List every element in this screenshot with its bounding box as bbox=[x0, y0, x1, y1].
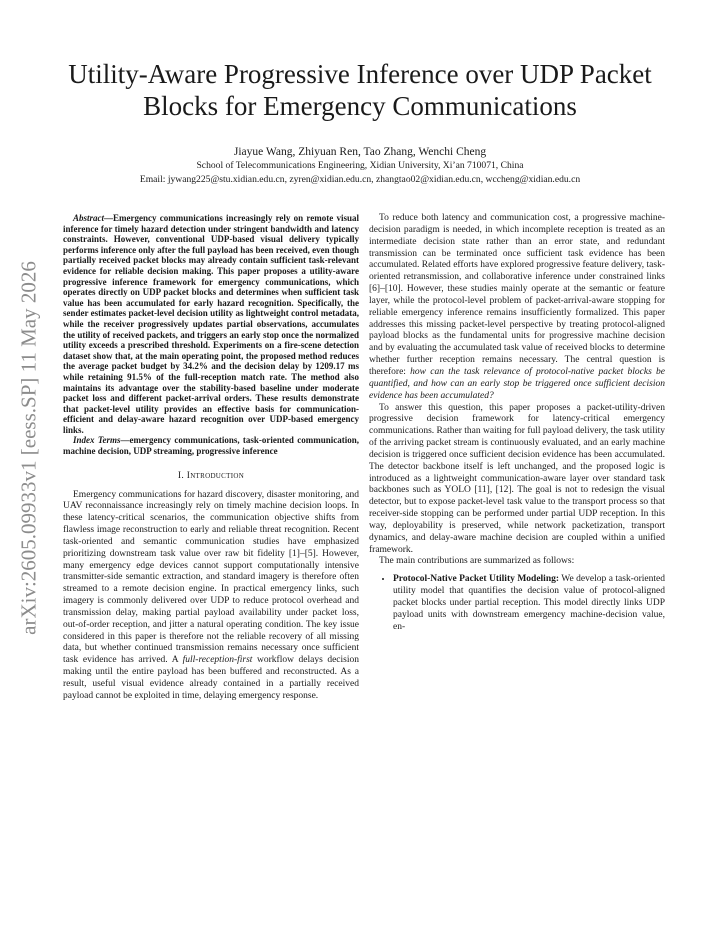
index-terms-text: —emergency communications, task-oriented communication, machine decision, UDP streaming, progressive inference bbox=[63, 435, 359, 457]
contribution-text: We develop a task-oriented utility model that quantifies the decision value of protocol-aligned packet blocks under partial reception. This model directly links UDP payload units with downstream emergency machine-decision value, en- bbox=[393, 574, 665, 632]
arxiv-stamp-text: arXiv:2605.09933v1 [eess.SP] 11 May 2026 bbox=[16, 260, 41, 635]
index-terms bbox=[63, 435, 359, 456]
intro-p2-text: To reduce both latency and communication cost, a progressive machine-decision paradigm is needed, in which incomplete reception is treated as an intermediate decision state rather than an error state, and redundant transmission can be terminated once sufficient task evidence has been accumulated. Related efforts have explored progressive feature delivery, task-oriented retransmission, and collaborative inference under constrained links [6]–[10]. However, these studies mainly operate at the semantic or feature layer, while the protocol-level problem of packet-arrival-aware stopping for reliable emergency inference remains insufficiently formalized. This paper addresses this missing packet-level perspective by treating protocol-aligned payload blocks as the fundamental units for progressive machine decision and by evaluating the accumulated task value of received blocks to determine whether further reception remains necessary. The central question is therefore: bbox=[369, 213, 665, 377]
intro-p1-emphasis: full-reception-first bbox=[182, 655, 253, 666]
intro-paragraph-2 bbox=[369, 213, 665, 403]
left-column bbox=[63, 213, 359, 703]
contributions-list bbox=[369, 574, 665, 633]
intro-paragraph-4: The main contributions are summarized as follows: bbox=[379, 556, 575, 567]
abstract bbox=[63, 213, 359, 435]
section-heading-introduction: I. Introduction bbox=[177, 470, 245, 481]
arxiv-stamp bbox=[14, 240, 44, 655]
intro-p2-question: how can the task relevance of protocol-native packet blocks be quantified, and how can an early stop be triggered once sufficient decision evidence has been accumulated? bbox=[369, 366, 665, 401]
intro-p1-text-a: Emergency communications for hazard discovery, disaster monitoring, and UAV reconnaissance increasingly rely on timely machine decision loops. In these latency-critical scenarios, the communication objective shifts from flawless image reconstruction to early and reliable threat recognition. Recent task-oriented and semantic communication studies have emphasized prioritizing downstream task value over raw bit fidelity [1]–[5]. However, many emergency edge devices cannot support computationally intensive transmitter-side semantic extraction, and standard imagery is therefore often streamed to a remote decision engine. In practical emergency links, such imagery is commonly delivered over UDP to reduce protocol overhead and transmission delay, making partial payload availability under packet loss, out-of-order reception, and jitter a natural operating condition. The key issue considered in this paper is therefore not the reliable recovery of all missing data, but whether continued transmission remains necessary once sufficient task evidence has arrived. A bbox=[63, 489, 359, 666]
email-line: Email: jywang225@stu.xidian.edu.cn, zyren@xidian.edu.cn, zhangtao02@xidian.edu.cn, wccheng@xidian.edu.cn bbox=[139, 174, 581, 185]
contribution-title: Protocol-Native Packet Utility Modeling: bbox=[393, 574, 560, 585]
abstract-label: Abstract bbox=[73, 213, 105, 223]
index-terms-label: Index Terms bbox=[73, 435, 121, 446]
right-column bbox=[369, 213, 665, 634]
intro-paragraph-1 bbox=[63, 490, 359, 703]
intro-paragraph-3: To answer this question, this paper proposes a packet-utility-driven progressive decision framework for latency-critical emergency communications. Rather than waiting for full payload delivery, the task utility of the arriving packet stream is continuously evaluated, and an early machine decision is triggered once sufficient decision evidence has been accumulated. The detector backbone itself is left unchanged, and the proposed logic is introduced as a lightweight communication-aware layer over standard task backbones such as YOLO [11], [12]. The goal is not to redesign the visual detector, but to expose packet-level task value to the transport process so that receiver-side stopping can be performed under partial UDP reception. In this way, deployability is preserved, while network packetization, transport dynamics, and delay-aware machine decision are coupled within a unified framework. bbox=[369, 402, 665, 555]
affiliation: School of Telecommunications Engineering, Xidian University, Xi’an 710071, China bbox=[196, 160, 524, 171]
abstract-text: —Emergency communications increasingly rely on remote visual inference for timely hazard detection under stringent bandwidth and latency constraints. However, conventional UDP-based visual delivery typically performs inference only after the full payload has been received, even though partially received packet blocks may already contain sufficient task-relevant evidence for reliable decision making. This paper proposes a utility-aware progressive inference framework for emergency communications, which operates directly on UDP packet blocks and determines when sufficient task value has been accumulated for early hazard recognition. Specifically, the sender estimates packet-level decision utility as lightweight control metadata, while the receiver progressively updates partial observations, accumulates the utility of received packets, and triggers an early stop once the normalized utility exceeds a prescribed threshold. Experiments on a fire-scene detection dataset show that, at the main operating point, the proposed method reduces the average packet budget by 34.2% and the decision delay by 1209.17 ms while retaining 91.5% of the full-reception match rate. The method also maintains its advantage over the stability-based baseline under moderate packet loss and different packet-arrival orders. These results demonstrate that packet-level utility provides an effective basis for communication-efficient and delay-aware hazard recognition over UDP-based emergency links. bbox=[63, 213, 359, 435]
author-list: Jiayue Wang, Zhiyuan Ren, Tao Zhang, Wenchi Cheng bbox=[233, 146, 487, 158]
paper-title: Utility-Aware Progressive Inference over UDP Packet Blocks for Emergency Communications bbox=[68, 59, 652, 121]
intro-p1-text-b: workflow delays decision making until the entire payload has been buffered and reconstructed. As a result, useful visual evidence already contained in a partially received payload cannot be exploited in time, delaying emergency response. bbox=[63, 655, 359, 701]
contribution-item bbox=[393, 574, 665, 633]
